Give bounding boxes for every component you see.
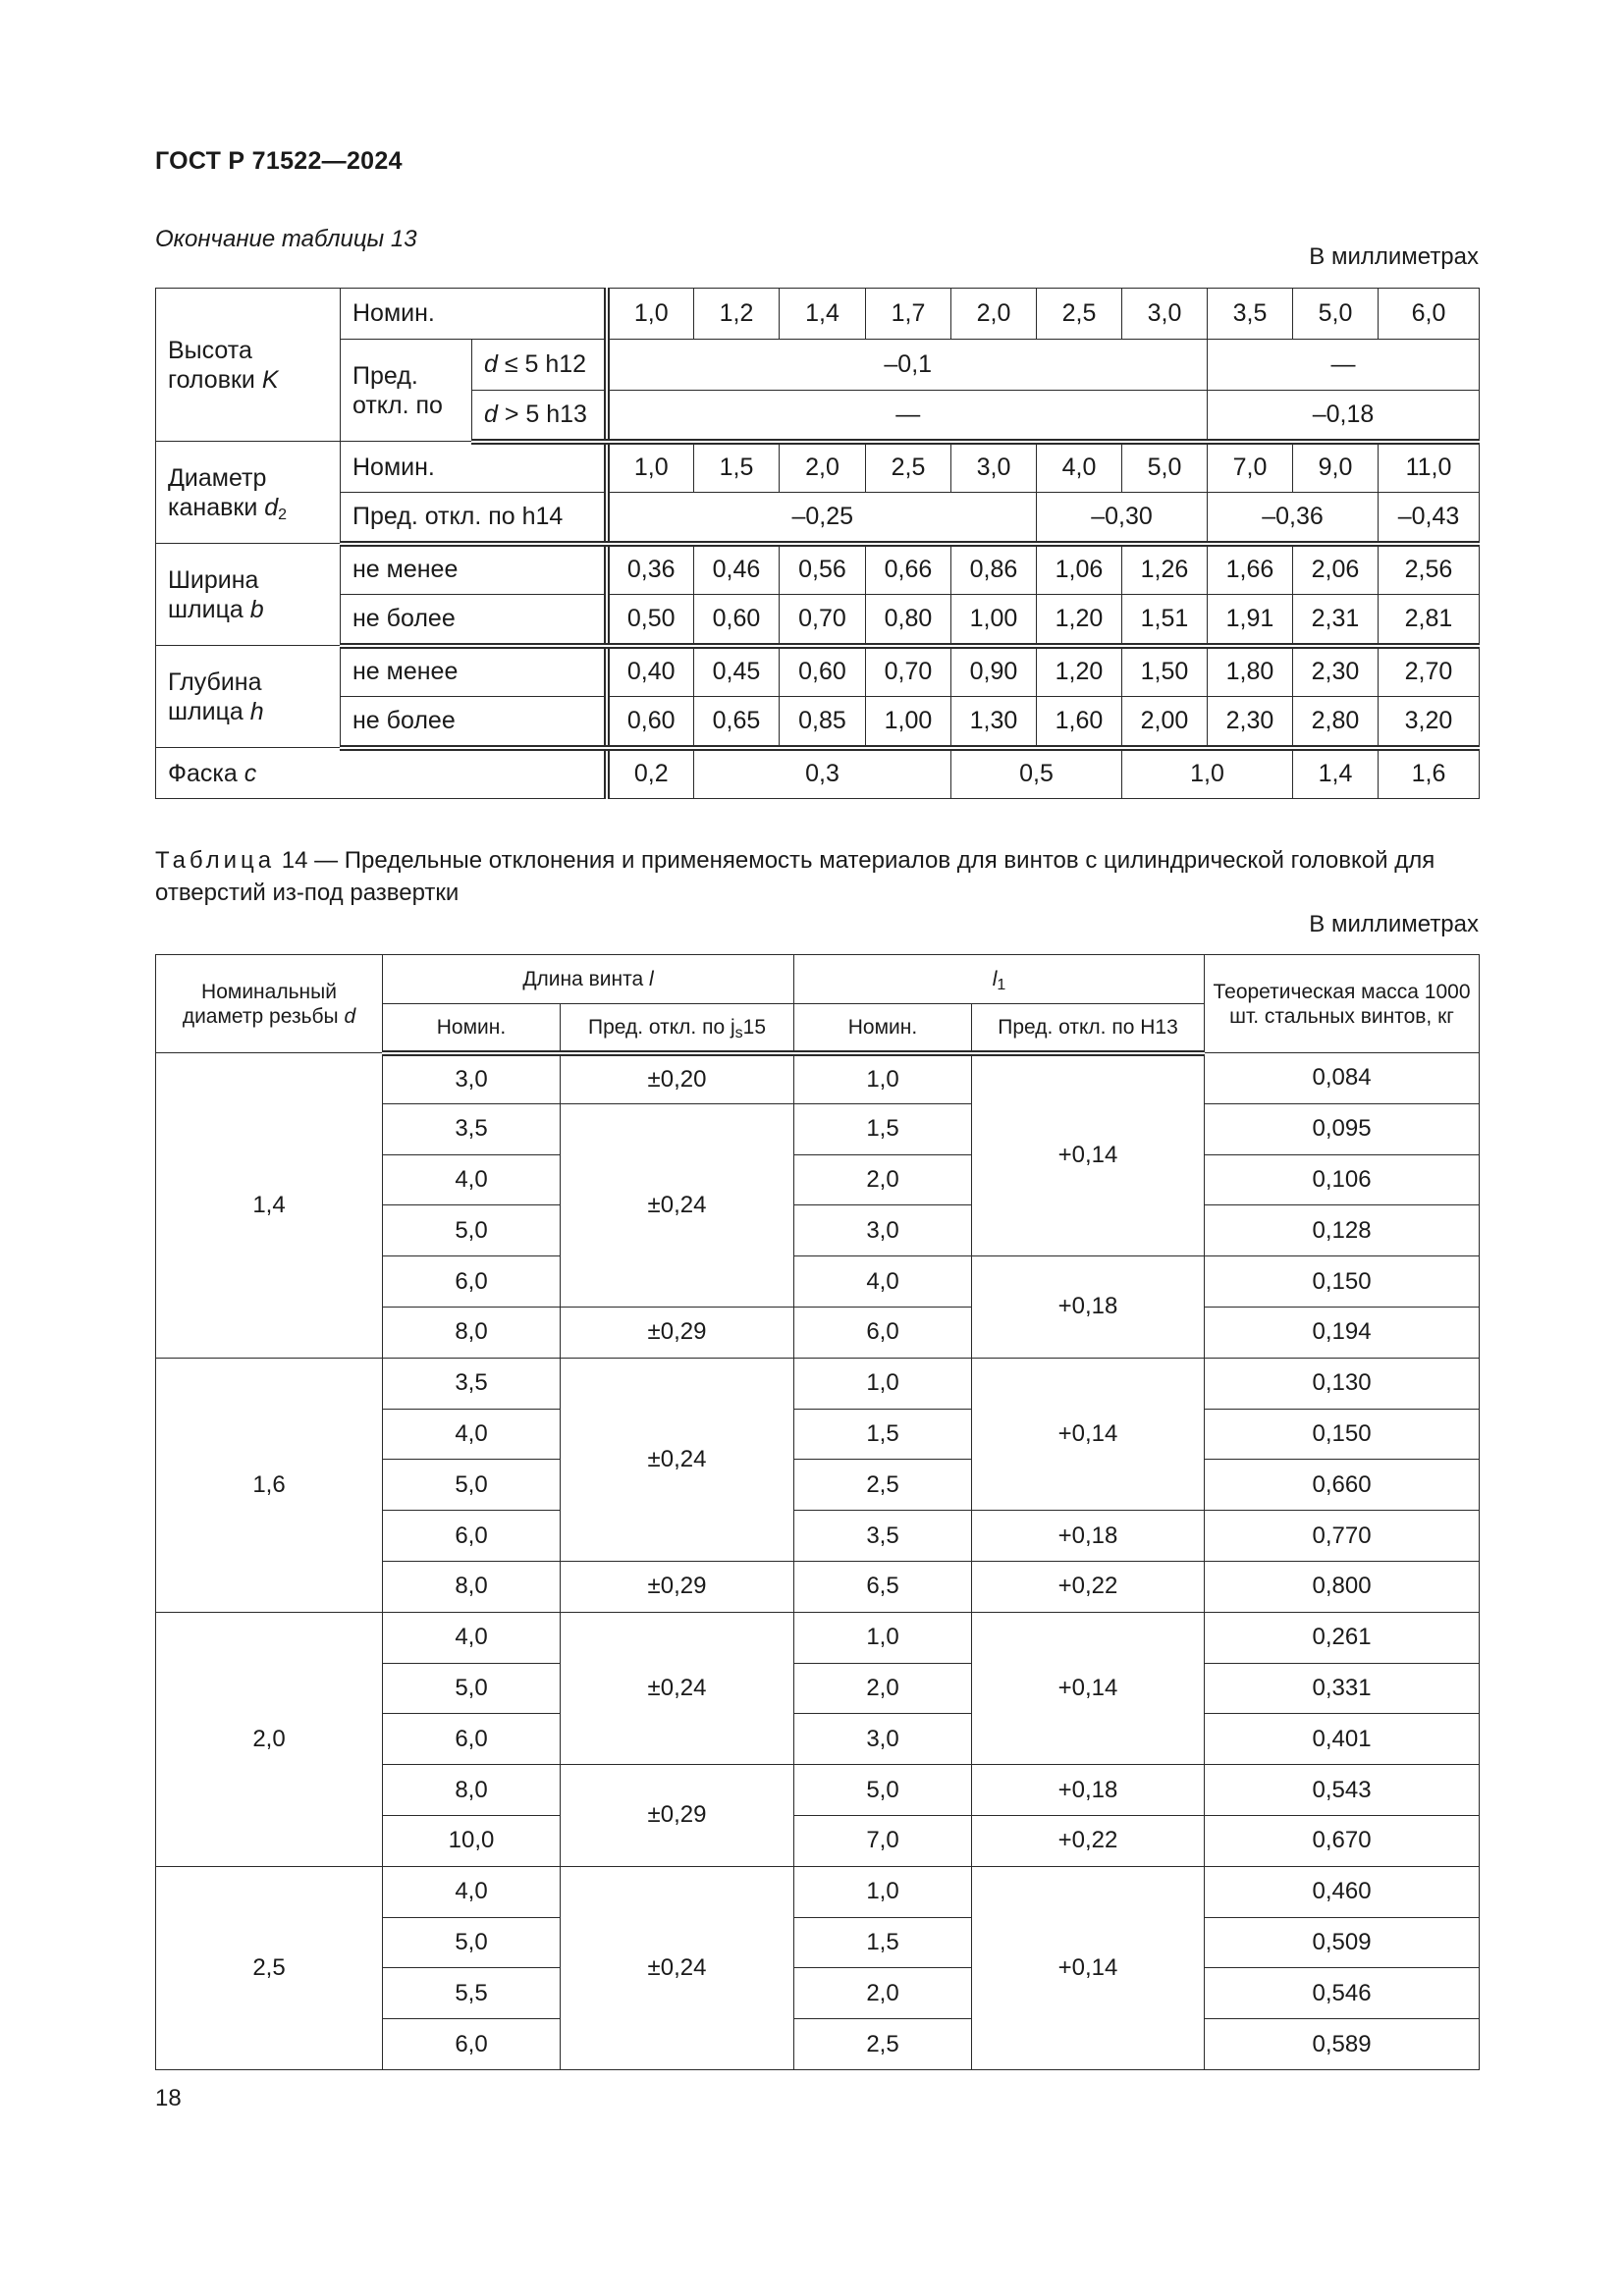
table-cell: +0,22 [972,1561,1205,1612]
table-cell: 0,543 [1205,1765,1480,1816]
table-cell: 3,0 [794,1714,972,1765]
table-cell: ±0,24 [561,1358,794,1561]
table-cell: 0,509 [1205,1917,1480,1968]
table-row [156,1612,1480,1663]
col-mass-header: Теоретическая масса 1000 шт. стальных винтов, кг [1205,955,1480,1053]
table-cell: 10,0 [383,1815,561,1866]
table-cell: 0,66 [866,544,951,595]
table-cell: +0,14 [972,1358,1205,1510]
table-cell: 2,31 [1293,595,1379,646]
table-cell: 0,2 [607,748,694,799]
table-row [156,1358,1480,1409]
deviation-label: Пред. откл. по [341,340,472,442]
table-cell: 2,00 [1122,697,1208,748]
deviation-h14-label: Пред. откл. по h14 [341,493,607,544]
head-height-label: Высота головки K [156,289,341,442]
condition-gt: d > 5 h13 [472,391,607,442]
table-cell: 0,660 [1205,1460,1480,1511]
table-cell: 2,80 [1293,697,1379,748]
table-cell: ±0,24 [561,1103,794,1307]
table-cell: 2,0 [794,1663,972,1714]
table-cell: 6,5 [794,1561,972,1612]
table-cell: 2,56 [1379,544,1480,595]
table-cell: 3,5 [794,1511,972,1562]
table-cell: –0,43 [1379,493,1480,544]
table-cell: 0,60 [780,646,866,697]
table-cell: 7,0 [1208,442,1293,493]
table13-row-d2-dev [156,493,1480,544]
table-cell: 2,0 [794,1154,972,1205]
table-cell: 1,0 [607,442,694,493]
max-label: не более [341,697,607,748]
table-cell: 6,0 [383,1256,561,1308]
table-cell: 0,5 [951,748,1122,799]
table-cell: +0,14 [972,1866,1205,2069]
table-cell: 1,5 [694,442,780,493]
table-cell: 2,70 [1379,646,1480,697]
table-cell: 4,0 [383,1866,561,1917]
table-cell: 6,0 [1379,289,1480,340]
table14-header-row-1 [156,955,1480,1004]
table-cell: ±0,29 [561,1307,794,1358]
table13 [155,288,1480,799]
table-cell: 0,150 [1205,1256,1480,1308]
table-cell: 2,5 [1037,289,1122,340]
table-cell: 0,670 [1205,1815,1480,1866]
table-cell: 3,5 [1208,289,1293,340]
table-cell: 0,084 [1205,1053,1480,1104]
table-cell: 1,80 [1208,646,1293,697]
nominal-label: Номин. [341,442,607,493]
table-cell: 0,095 [1205,1103,1480,1154]
nominal-label: Номин. [341,289,607,340]
table-cell: 4,0 [794,1256,972,1308]
table-cell: — [1208,340,1480,391]
table-cell: ±0,24 [561,1612,794,1764]
table-cell: 8,0 [383,1561,561,1612]
table-cell: 2,5 [866,442,951,493]
table-cell: +0,18 [972,1511,1205,1562]
table13-row-chamfer [156,748,1480,799]
table-cell: –0,25 [607,493,1037,544]
table-cell: 0,45 [694,646,780,697]
table-cell: 1,4 [1293,748,1379,799]
table-cell: 3,20 [1379,697,1480,748]
table-row [156,1053,1480,1104]
table-cell: 11,0 [1379,442,1480,493]
table-cell: 4,0 [1037,442,1122,493]
table-cell: 1,06 [1037,544,1122,595]
table-cell: 0,589 [1205,2019,1480,2070]
table-cell: 1,0 [794,1866,972,1917]
table-cell: 0,85 [780,697,866,748]
col-length-nominal-header: Номин. [383,1004,561,1053]
col-length-header: Длина винта l [383,955,794,1004]
table-cell: 0,86 [951,544,1037,595]
table-cell: ±0,20 [561,1053,794,1104]
table-cell: 1,51 [1122,595,1208,646]
page-number: 18 [155,2085,182,2111]
col-length-js15-header: Пред. откл. по $j_s15$ [561,1004,794,1053]
table-cell: 0,800 [1205,1561,1480,1612]
table-cell: 1,30 [951,697,1037,748]
table-cell: +0,22 [972,1815,1205,1866]
table-cell: 0,40 [607,646,694,697]
table-cell: 2,0 [794,1968,972,2019]
table-cell: 2,5 [794,2019,972,2070]
table-cell: 5,0 [794,1765,972,1816]
table-cell: 1,0 [794,1358,972,1409]
table-cell: 0,770 [1205,1511,1480,1562]
table-cell: +0,18 [972,1256,1205,1359]
table13-row-k-dev-le [156,340,1480,391]
table-cell: 0,50 [607,595,694,646]
table-cell: 1,5 [794,1917,972,1968]
col-l1-header: $l_1$ [794,955,1205,1004]
table-cell: 0,65 [694,697,780,748]
table-cell: 3,5 [383,1103,561,1154]
col-diameter-header: Номинальный диаметр резьбы d [156,955,383,1053]
diameter-cell: 1,6 [156,1358,383,1612]
min-label: не менее [341,646,607,697]
table14-units: В миллиметрах [1309,911,1479,937]
table-cell: 1,66 [1208,544,1293,595]
table-cell: 0,90 [951,646,1037,697]
min-label: не менее [341,544,607,595]
col-l1-nominal-header: Номин. [794,1004,972,1053]
table-cell: 2,81 [1379,595,1480,646]
table-cell: 1,91 [1208,595,1293,646]
table-cell: 0,546 [1205,1968,1480,2019]
table14-caption: Таблица 14 — Предельные отклонения и применяемость материалов для винтов с цилиндрической головкой для отверстий из-под развертки [155,847,1435,906]
table-cell: 1,5 [794,1103,972,1154]
table-cell: 7,0 [794,1815,972,1866]
table-cell: 1,00 [951,595,1037,646]
table-cell: 0,106 [1205,1154,1480,1205]
table-cell: 2,5 [794,1460,972,1511]
table-cell: 1,0 [794,1053,972,1104]
table-cell: 3,0 [794,1205,972,1256]
table-row [156,1866,1480,1917]
table-cell: 6,0 [383,1511,561,1562]
table13-units: В миллиметрах [1309,243,1479,270]
table-cell: 5,5 [383,1968,561,2019]
table-cell: 0,3 [694,748,951,799]
groove-label: Диаметр канавки $d_2$ [156,442,341,544]
document-header: ГОСТ Р 71522—2024 [155,147,403,175]
table-cell: 5,0 [383,1663,561,1714]
table-cell: 3,0 [951,442,1037,493]
table-cell: 1,50 [1122,646,1208,697]
table-cell: 4,0 [383,1154,561,1205]
table-cell: 1,0 [794,1612,972,1663]
table-cell: 0,460 [1205,1866,1480,1917]
table-cell: +0,14 [972,1053,1205,1256]
table-cell: ±0,29 [561,1765,794,1867]
table-cell: 0,56 [780,544,866,595]
table-cell: 6,0 [383,1714,561,1765]
table-cell: — [607,391,1208,442]
table-cell: +0,14 [972,1612,1205,1764]
table14 [155,954,1480,2070]
table-cell: 2,30 [1208,697,1293,748]
table-cell: 3,0 [383,1053,561,1104]
table-cell: 9,0 [1293,442,1379,493]
table-cell: 1,6 [1379,748,1480,799]
table-cell: 2,0 [951,289,1037,340]
table-cell: 0,194 [1205,1307,1480,1358]
table13-row-h-max [156,697,1480,748]
table-cell: 1,7 [866,289,951,340]
table-cell: 0,70 [780,595,866,646]
table-cell: 6,0 [383,2019,561,2070]
col-l1-h13-header: Пред. откл. по H13 [972,1004,1205,1053]
table-cell: 5,0 [383,1460,561,1511]
table-cell: –0,30 [1037,493,1208,544]
condition-le: d ≤ 5 h12 [472,340,607,391]
table13-caption: Окончание таблицы 13 [155,226,417,252]
diameter-cell: 2,5 [156,1866,383,2069]
table-cell: 0,331 [1205,1663,1480,1714]
table-cell: 8,0 [383,1307,561,1358]
table-cell: 6,0 [794,1307,972,1358]
table13-row-k-nominal [156,289,1480,340]
table13-row-h-min [156,646,1480,697]
table-cell: 1,5 [794,1409,972,1460]
table-cell: –0,1 [607,340,1208,391]
table-cell: 0,60 [607,697,694,748]
table-cell: –0,18 [1208,391,1480,442]
table-cell: 5,0 [383,1205,561,1256]
table-cell: 1,26 [1122,544,1208,595]
table-cell: 5,0 [1293,289,1379,340]
table-cell: 1,0 [1122,748,1293,799]
table-cell: 0,128 [1205,1205,1480,1256]
table-cell: 3,5 [383,1358,561,1409]
table-cell: 0,130 [1205,1358,1480,1409]
table-cell: 0,46 [694,544,780,595]
table-cell: 0,401 [1205,1714,1480,1765]
table-cell: 5,0 [383,1917,561,1968]
diameter-cell: 2,0 [156,1612,383,1866]
table13-row-b-min [156,544,1480,595]
table13-row-d2-nominal [156,442,1480,493]
table-cell: 1,0 [607,289,694,340]
table-cell: 1,4 [780,289,866,340]
table-cell: +0,18 [972,1765,1205,1816]
table-cell: –0,36 [1208,493,1379,544]
table-cell: 0,80 [866,595,951,646]
table-cell: 1,2 [694,289,780,340]
table-cell: 1,20 [1037,595,1122,646]
table-cell: 1,60 [1037,697,1122,748]
table-cell: ±0,29 [561,1561,794,1612]
table-cell: 3,0 [1122,289,1208,340]
table-cell: 0,70 [866,646,951,697]
table-cell: 2,06 [1293,544,1379,595]
table-cell: ±0,24 [561,1866,794,2069]
table-cell: 0,36 [607,544,694,595]
table-cell: 2,0 [780,442,866,493]
table-cell: 0,261 [1205,1612,1480,1663]
table-cell: 4,0 [383,1409,561,1460]
table-cell: 0,150 [1205,1409,1480,1460]
table13-row-b-max [156,595,1480,646]
table-cell: 1,20 [1037,646,1122,697]
diameter-cell: 1,4 [156,1053,383,1359]
slot-depth-label: Глубина шлица h [156,646,341,748]
max-label: не более [341,595,607,646]
slot-width-label: Ширина шлица b [156,544,341,646]
table-cell: 1,00 [866,697,951,748]
table-cell: 2,30 [1293,646,1379,697]
chamfer-label: Фаска c [156,748,607,799]
table-cell: 5,0 [1122,442,1208,493]
table-cell: 4,0 [383,1612,561,1663]
table-cell: 0,60 [694,595,780,646]
table-cell: 8,0 [383,1765,561,1816]
